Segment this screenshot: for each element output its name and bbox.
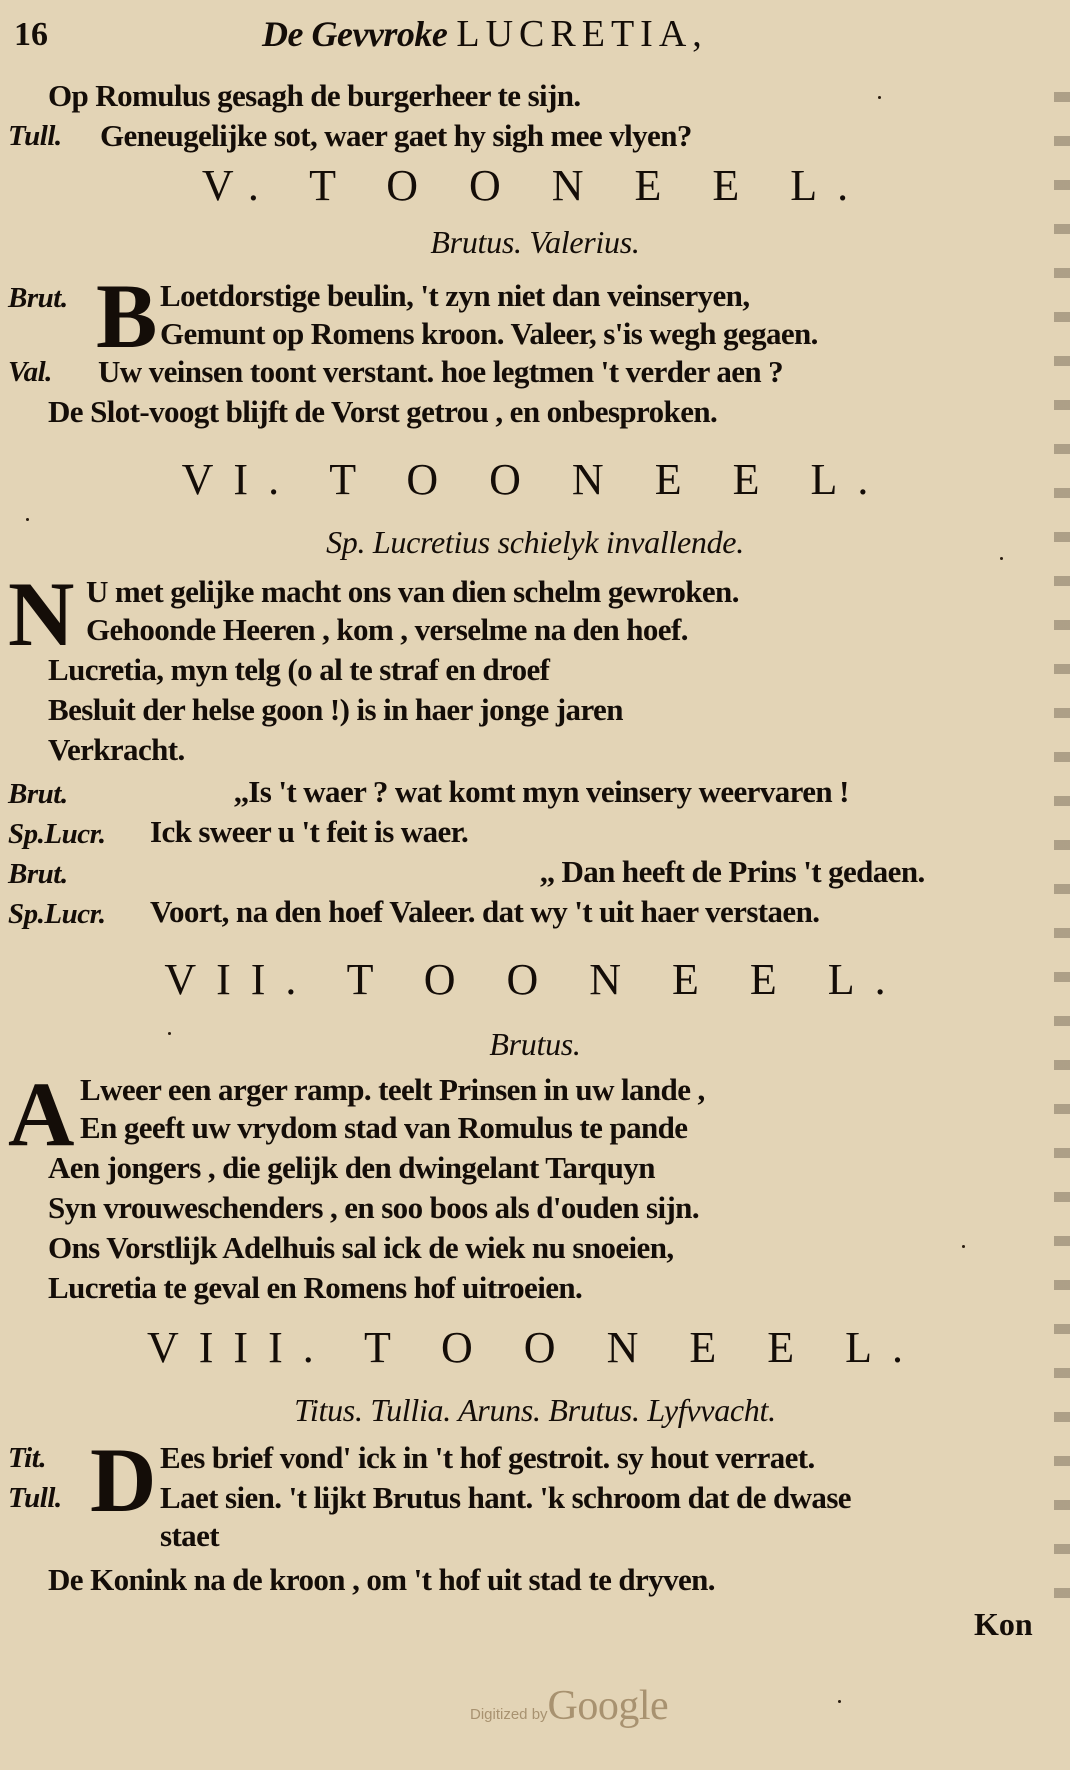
scene-cast: Brutus. Valerius.	[430, 224, 640, 260]
scene-cast: Brutus.	[489, 1026, 581, 1062]
verse-line: Gemunt op Romens kroon. Valeer, s'is wegh gegaen.	[160, 316, 818, 351]
verse-line: ,, Dan heeft de Prins 't gedaen.	[540, 854, 925, 889]
verse-line: De Konink na de kroon , om 't hof uit stad te dryven.	[48, 1562, 715, 1597]
scene-cast: Sp. Lucretius schielyk invallende.	[326, 524, 744, 560]
ink-speck	[838, 1700, 841, 1703]
speaker-label: Val.	[8, 356, 52, 388]
running-title-italic: De Gevvroke	[262, 14, 448, 54]
speaker-label: Brut.	[8, 778, 68, 810]
speaker-label: Sp.Lucr.	[8, 898, 106, 930]
running-title	[262, 12, 708, 56]
verse-line: De Slot-voogt blijft de Vorst getrou , en onbesproken.	[48, 394, 718, 429]
verse-line: Uw veinsen toont verstant. hoe legtmen 't verder aen ?	[98, 354, 784, 389]
speaker-label: Brut.	[8, 282, 68, 314]
page-number: 16	[14, 16, 48, 53]
verse-line: U met gelijke macht ons van dien schelm gewroken.	[86, 574, 739, 609]
speaker-label: Brut.	[8, 858, 68, 890]
verse-line: Lucretia te geval en Romens hof uitroeien.	[48, 1270, 583, 1305]
scene-cast: Titus. Tullia. Aruns. Brutus. Lyfvvacht.	[294, 1392, 776, 1428]
verse-line: Loetdorstige beulin, 't zyn niet dan veinseryen,	[160, 278, 750, 313]
drop-capital: D	[90, 1429, 157, 1531]
verse-line: Voort, na den hoef Valeer. dat wy 't uit haer verstaen.	[150, 894, 820, 929]
verse-line: Gehoonde Heeren , kom , verselme na den hoef.	[86, 612, 688, 647]
speaker-label: Tull.	[8, 1482, 62, 1514]
catchword: Kon	[974, 1606, 1033, 1642]
verse-line: Laet sien. 't lijkt Brutus hant. 'k schroom dat de dwase	[160, 1480, 851, 1515]
verse-line: Ees brief vond' ick in 't hof gestroit. sy hout verraet.	[160, 1440, 815, 1475]
verse-line: Op Romulus gesagh de burgerheer te sijn.	[48, 78, 581, 113]
verse-line: Geneugelijke sot, waer gaet hy sigh mee vlyen?	[100, 118, 692, 153]
facing-page-bleed	[1054, 70, 1070, 1630]
speaker-label: Sp.Lucr.	[8, 818, 106, 850]
speaker-label: Tit.	[8, 1442, 47, 1474]
verse-line: Verkracht.	[48, 732, 185, 767]
running-title-caps: LUCRETIA,	[456, 13, 708, 55]
verse-line: Aen jongers , die gelijk den dwingelant Tarquyn	[48, 1150, 655, 1185]
ink-speck	[168, 1032, 171, 1035]
verse-line: Ons Vorstlijk Adelhuis sal ick de wiek nu snoeien,	[48, 1230, 674, 1265]
drop-capital: B	[96, 265, 158, 367]
drop-capital: N	[8, 563, 75, 665]
digitized-by-watermark	[470, 1682, 668, 1730]
verse-line: staet	[160, 1518, 219, 1553]
verse-line: Lucretia, myn telg (o al te straf en droef	[48, 652, 550, 687]
scene-heading: VIII. T O O N E E L.	[147, 1323, 923, 1372]
watermark-prefix: Digitized by	[470, 1706, 548, 1723]
scene-heading: VI. T O O N E E L.	[181, 455, 889, 504]
ink-speck	[878, 96, 881, 99]
google-logo-text: Google	[547, 1683, 669, 1729]
verse-line: Ick sweer u 't feit is waer.	[150, 814, 469, 849]
verse-line: Syn vrouweschenders , en soo boos als d'ouden sijn.	[48, 1190, 699, 1225]
ink-speck	[1000, 557, 1003, 560]
ink-speck	[26, 518, 29, 521]
verse-line: Lweer een arger ramp. teelt Prinsen in uw lande ,	[80, 1072, 705, 1107]
scene-heading: V. T O O N E E L.	[201, 161, 869, 210]
ink-speck	[962, 1245, 965, 1248]
verse-line: Besluit der helse goon !) is in haer jonge jaren	[48, 692, 623, 727]
verse-line: ,,Is 't waer ? wat komt myn veinsery weervaren !	[234, 774, 849, 809]
drop-capital: A	[8, 1063, 75, 1165]
speaker-label: Tull.	[8, 120, 62, 152]
verse-line: En geeft uw vrydom stad van Romulus te pande	[80, 1110, 688, 1145]
scene-heading: VII. T O O N E E L.	[164, 955, 906, 1004]
